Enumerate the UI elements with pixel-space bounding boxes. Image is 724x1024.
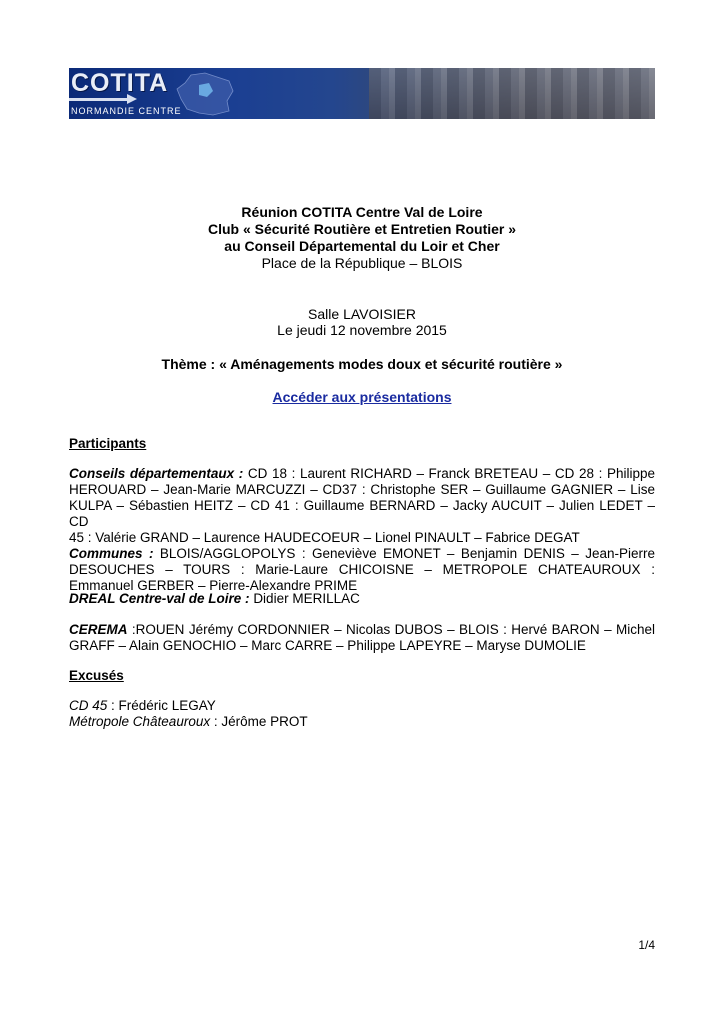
conseils-line-3: KULPA – Sébastien HEITZ – CD 41 : Guillaume BERNARD – Jacky AUCUIT – Julien LEDET – CD xyxy=(69,498,655,529)
arrow-right-icon xyxy=(127,94,137,104)
dreal-label: DREAL Centre-val de Loire : xyxy=(69,591,250,606)
venue-title: au Conseil Départemental du Loir et Cher xyxy=(224,238,500,254)
conseils-line-4: 45 : Valérie GRAND – Laurence HAUDECOEUR – Lionel PINAULT – Fabrice DEGAT xyxy=(69,530,580,545)
club-title: Club « Sécurité Routière et Entretien Routier » xyxy=(207,221,517,237)
excuse-metropole xyxy=(69,714,655,730)
meeting-theme: Thème : « Aménagements modes doux et sécurité routière » xyxy=(161,356,563,372)
cd45-text: : Frédéric LEGAY xyxy=(111,698,216,713)
conseils-paragraph xyxy=(69,466,655,594)
cd45-label: CD 45 xyxy=(69,698,108,713)
cerema-line-2: GRAFF – Alain GENOCHIO – Marc CARRE – Philippe LAPEYRE – Maryse DUMOLIE xyxy=(69,638,586,653)
cerema-label: CEREMA xyxy=(69,622,128,637)
banner-photo xyxy=(369,68,655,119)
excuses-heading: Excusés xyxy=(69,668,124,683)
meeting-date: Le jeudi 12 novembre 2015 xyxy=(277,322,447,338)
presentations-link[interactable]: Accéder aux présentations xyxy=(272,389,452,405)
banner-logo: COTITA xyxy=(71,69,169,97)
metropole-label: Métropole Châteauroux xyxy=(69,714,211,729)
france-map-icon xyxy=(173,71,239,117)
communes-line-3: Emmanuel GERBER – Pierre-Alexandre PRIME xyxy=(69,578,358,593)
page-number: 1/4 xyxy=(638,938,655,952)
communes-line-1: Communes : BLOIS/AGGLOPOLYS : Geneviève EMONET – Benjamin DENIS – Jean-Pierre xyxy=(69,546,655,561)
cerema-line-1: CEREMA :ROUEN Jérémy CORDONNIER – Nicolas DUBOS – BLOIS : Hervé BARON – Michel xyxy=(69,622,655,637)
dreal-text: Didier MERILLAC xyxy=(253,591,360,606)
conseils-label: Conseils départementaux : xyxy=(69,466,244,481)
venue-address: Place de la République – BLOIS xyxy=(261,255,463,271)
communes-label: Communes : xyxy=(69,546,154,561)
meeting-title: Réunion COTITA Centre Val de Loire xyxy=(241,204,483,220)
conseils-line-2: HEROUARD – Jean-Marie MARCUZZI – CD37 : Christophe SER – Guillaume GAGNIER – Lise xyxy=(69,482,655,497)
cotita-banner xyxy=(69,68,655,119)
metropole-text: : Jérôme PROT xyxy=(213,714,308,729)
dreal-line xyxy=(69,591,655,607)
excuse-cd45 xyxy=(69,698,655,714)
banner-subtitle: NORMANDIE CENTRE xyxy=(71,106,182,116)
cerema-paragraph xyxy=(69,622,655,654)
participants-heading: Participants xyxy=(69,436,147,451)
banner-arrow-line xyxy=(69,98,131,101)
communes-line-2: DESOUCHES – TOURS : Marie-Laure CHICOISNE – METROPOLE CHATEAUROUX : xyxy=(69,562,655,577)
room-name: Salle LAVOISIER xyxy=(308,306,416,322)
conseils-line-1: Conseils départementaux : CD 18 : Laurent RICHARD – Franck BRETEAU – CD 28 : Philippe xyxy=(69,466,655,481)
